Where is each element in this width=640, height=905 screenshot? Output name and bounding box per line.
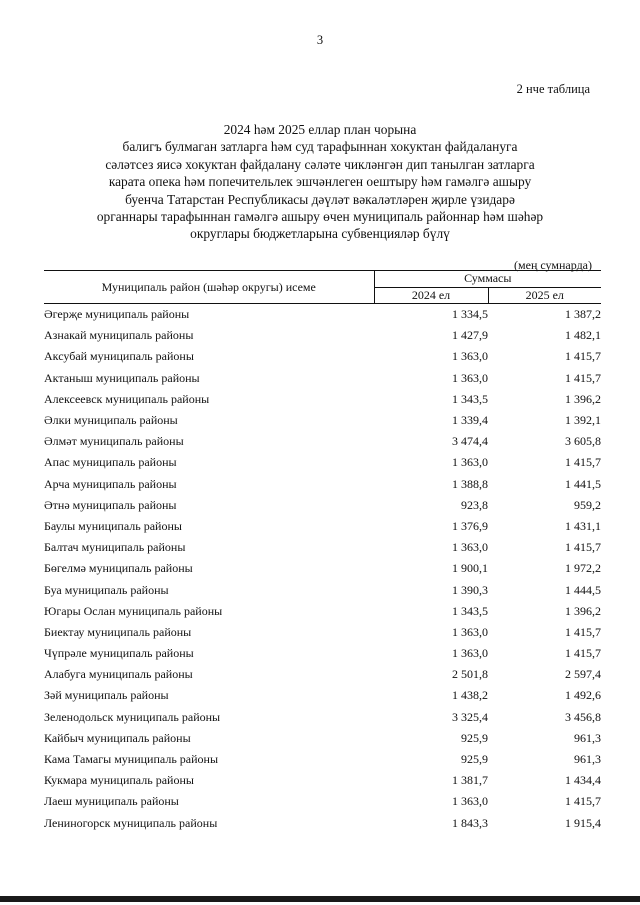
- municipality-name-cell: Биектау муниципаль районы: [44, 624, 192, 639]
- table-row: [44, 431, 601, 452]
- municipality-name-cell: Лениногорск муниципаль районы: [44, 815, 218, 830]
- municipality-name-cell: Алабуга муниципаль районы: [44, 667, 193, 682]
- table-row: [44, 622, 601, 643]
- municipality-name-cell: Азнакай муниципаль районы: [44, 328, 194, 343]
- municipality-name-cell: Зеленодольск муниципаль районы: [44, 709, 221, 724]
- table-body: [44, 304, 601, 834]
- amount-2024-cell: 1 343,5: [452, 391, 488, 406]
- document-title: [40, 121, 600, 243]
- title-line: органнары тарафыннан гамәлгә ашыру өчен муниципаль районнар һәм шәһәр: [96, 209, 544, 225]
- header-year-2025: 2025 ел: [488, 287, 601, 304]
- table-row: [44, 749, 601, 770]
- scan-bottom-edge: [0, 896, 640, 902]
- amount-2024-cell: 1 376,9: [452, 518, 488, 533]
- table-row: [44, 325, 601, 346]
- municipality-name-cell: Кайбыч муниципаль районы: [44, 730, 191, 745]
- municipality-name-cell: Алексеевск муниципаль районы: [44, 391, 210, 406]
- amount-2025-cell: 1 396,2: [565, 391, 601, 406]
- amount-2024-cell: 1 334,5: [452, 307, 488, 322]
- table-label: 2 нче таблица: [516, 82, 590, 96]
- amount-2025-cell: 3 456,8: [565, 709, 601, 724]
- table-row: [44, 304, 601, 326]
- amount-2025-cell: 1 482,1: [565, 328, 601, 343]
- amount-2024-cell: 1 388,8: [452, 476, 488, 491]
- municipality-name-cell: Әгерҗе муниципаль районы: [44, 307, 190, 322]
- amount-2025-cell: 961,3: [574, 730, 601, 745]
- amount-2024-cell: 2 501,8: [452, 667, 488, 682]
- amount-2025-cell: 1 415,7: [565, 370, 601, 385]
- title-line: сәләтсез яисә хокуктан файдалану сәләте чикләнгән дип танылган затларга: [105, 156, 535, 172]
- table-row: [44, 813, 601, 834]
- amount-2024-cell: 923,8: [461, 497, 488, 512]
- table-row: [44, 537, 601, 558]
- title-line: округлары бюджетларына субвенцияләр бүлү: [190, 226, 450, 242]
- title-line: 2024 һәм 2025 еллар план чорына: [223, 122, 417, 137]
- amount-2025-cell: 1 396,2: [565, 603, 601, 618]
- municipality-name-cell: Бөгелмә муниципаль районы: [44, 561, 193, 576]
- title-line: буенча Татарстан Республикасы дәүләт вәкаләтләрен җирле үзидарә: [125, 191, 515, 207]
- municipality-name-cell: Лаеш муниципаль районы: [44, 794, 179, 809]
- amount-2024-cell: 1 363,0: [452, 370, 488, 385]
- table-row: [44, 452, 601, 473]
- amount-2024-cell: 1 427,9: [452, 328, 488, 343]
- header-year-2024: 2024 ел: [374, 287, 488, 304]
- title-line: карата опека һәм попечительлек эшчәнлеген оештыру һәм гамәлгә ашыру: [108, 174, 532, 190]
- table-row: [44, 474, 601, 495]
- amount-2024-cell: 1 363,0: [452, 646, 488, 661]
- amount-2025-cell: 1 415,7: [565, 540, 601, 555]
- amount-2025-cell: 1 387,2: [565, 307, 601, 322]
- municipality-name-cell: Әтнә муниципаль районы: [44, 497, 177, 512]
- amount-2024-cell: 1 381,7: [452, 773, 488, 788]
- municipality-name-cell: Актаныш муниципаль районы: [44, 370, 200, 385]
- amount-2025-cell: 1 415,7: [565, 455, 601, 470]
- amount-2024-cell: 1 438,2: [452, 688, 488, 703]
- amount-2024-cell: 1 900,1: [452, 561, 488, 576]
- municipality-name-cell: Аксубай муниципаль районы: [44, 349, 194, 364]
- amount-2024-cell: 925,9: [461, 730, 488, 745]
- amount-2025-cell: 1 492,6: [565, 688, 601, 703]
- municipality-name-cell: Баулы муниципаль районы: [44, 518, 182, 533]
- page-number: 3: [316, 33, 324, 47]
- municipality-name-cell: Буа муниципаль районы: [44, 582, 169, 597]
- header-municipality-name: Муниципаль район (шәһәр округы) исеме: [44, 271, 374, 304]
- amount-2025-cell: 1 392,1: [565, 413, 601, 428]
- municipality-name-cell: Кукмара муниципаль районы: [44, 773, 194, 788]
- table-row: [44, 558, 601, 579]
- unit-note: (мең сумнарда): [514, 258, 592, 272]
- amount-2024-cell: 1 343,5: [452, 603, 488, 618]
- title-line: балигъ булмаган затларга һәм суд тарафыннан хокуктан файдалануга: [122, 139, 518, 155]
- amount-2025-cell: 3 605,8: [565, 434, 601, 449]
- table-row: [44, 516, 601, 537]
- amount-2024-cell: 1 363,0: [452, 349, 488, 364]
- amount-2025-cell: 2 597,4: [565, 667, 601, 682]
- amount-2025-cell: 1 415,7: [565, 646, 601, 661]
- amount-2025-cell: 1 441,5: [565, 476, 601, 491]
- municipality-name-cell: Зәй муниципаль районы: [44, 688, 169, 703]
- amount-2025-cell: 961,3: [574, 752, 601, 767]
- amount-2024-cell: 1 363,0: [452, 455, 488, 470]
- amount-2025-cell: 1 434,4: [565, 773, 601, 788]
- table-row: [44, 579, 601, 600]
- table-row: [44, 389, 601, 410]
- table-row: [44, 707, 601, 728]
- table-row: [44, 368, 601, 389]
- amount-2025-cell: 1 415,7: [565, 624, 601, 639]
- amount-2025-cell: 1 444,5: [565, 582, 601, 597]
- table-row: [44, 410, 601, 431]
- amount-2024-cell: 925,9: [461, 752, 488, 767]
- municipality-name-cell: Чүпрәле муниципаль районы: [44, 646, 194, 661]
- amount-2024-cell: 1 363,0: [452, 624, 488, 639]
- table-row: [44, 791, 601, 812]
- table-row: [44, 601, 601, 622]
- table-row: [44, 495, 601, 516]
- amount-2024-cell: 1 339,4: [452, 413, 488, 428]
- amount-2024-cell: 1 363,0: [452, 794, 488, 809]
- table-row: [44, 685, 601, 706]
- amount-2025-cell: 1 915,4: [565, 815, 601, 830]
- amount-2024-cell: 3 474,4: [452, 434, 488, 449]
- municipality-name-cell: Арча муниципаль районы: [44, 476, 177, 491]
- amount-2025-cell: 1 415,7: [565, 349, 601, 364]
- amount-2025-cell: 1 415,7: [565, 794, 601, 809]
- municipality-name-cell: Кама Тамагы муниципаль районы: [44, 752, 219, 767]
- municipality-name-cell: Әлки муниципаль районы: [44, 413, 178, 428]
- table-row: [44, 770, 601, 791]
- municipality-name-cell: Әлмәт муниципаль районы: [44, 434, 184, 449]
- municipality-name-cell: Балтач муниципаль районы: [44, 540, 186, 555]
- amount-2024-cell: 1 363,0: [452, 540, 488, 555]
- table-row: [44, 643, 601, 664]
- amount-2024-cell: 1 390,3: [452, 582, 488, 597]
- amount-2024-cell: 3 325,4: [452, 709, 488, 724]
- amount-2025-cell: 959,2: [574, 497, 601, 512]
- amount-2025-cell: 1 431,1: [565, 518, 601, 533]
- municipality-name-cell: Апас муниципаль районы: [44, 455, 177, 470]
- table-row: [44, 664, 601, 685]
- subvention-table: [44, 270, 601, 834]
- table-row: [44, 728, 601, 749]
- municipality-name-cell: Югары Ослан муниципаль районы: [44, 603, 223, 618]
- header-amount: Суммасы: [374, 271, 601, 288]
- amount-2024-cell: 1 843,3: [452, 815, 488, 830]
- table-row: [44, 346, 601, 367]
- amount-2025-cell: 1 972,2: [565, 561, 601, 576]
